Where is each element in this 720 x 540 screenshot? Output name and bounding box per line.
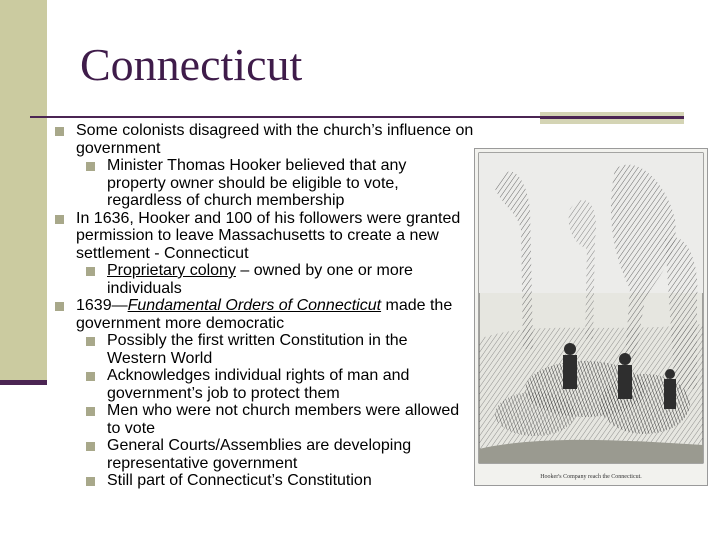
historical-engraving-image	[474, 148, 708, 486]
sub-bullet-item	[0, 367, 462, 402]
slide-title: Connecticut	[80, 39, 303, 90]
bullet-text: Some colonists disagreed with the church’s influence on government	[76, 122, 474, 157]
sub-bullet-item	[0, 437, 462, 472]
sub-bullet-item	[0, 262, 462, 297]
sub-bullet-item	[0, 402, 462, 437]
image-caption: Hooker's Company reach the Connecticut.	[540, 474, 642, 480]
square-bullet-icon	[55, 215, 64, 224]
engraving-illustration	[475, 149, 707, 485]
bullet-text: Acknowledges individual rights of man and government’s job to protect them	[107, 367, 410, 402]
square-bullet-icon	[86, 372, 95, 381]
bullet-item	[0, 122, 476, 157]
bullet-item	[0, 297, 476, 332]
square-bullet-icon	[86, 477, 95, 486]
bullet-text: Still part of Connecticut’s Constitution	[107, 472, 372, 489]
bullet-text: Minister Thomas Hooker believed that any property owner should be eligible to vote, regardless of church membership	[107, 157, 407, 209]
square-bullet-icon	[86, 162, 95, 171]
bullet-text: made the government more democratic	[76, 297, 453, 332]
bullet-text: In 1636, Hooker and 100 of his followers were granted permission to leave Massachusetts to create a new settlement - Connecticut	[76, 209, 461, 262]
title-divider-accent-line	[540, 116, 684, 119]
bullet-item	[0, 210, 476, 263]
square-bullet-icon	[55, 127, 64, 136]
square-bullet-icon	[86, 442, 95, 451]
square-bullet-icon	[86, 407, 95, 416]
square-bullet-icon	[86, 337, 95, 346]
bullet-text: General Courts/Assemblies are developing representative government	[107, 437, 412, 472]
bullet-text-lead: 1639—	[76, 297, 128, 314]
square-bullet-icon	[55, 302, 64, 311]
term-fundamental-orders: Fundamental Orders of Connecticut	[127, 297, 382, 314]
bullet-text: – owned by one or more individuals	[107, 262, 413, 297]
square-bullet-icon	[86, 267, 95, 276]
sub-bullet-item	[0, 157, 462, 210]
title-divider	[30, 116, 540, 118]
bullet-text: Men who were not church members were allowed to vote	[107, 402, 460, 437]
sub-bullet-item	[0, 472, 462, 490]
bullet-text: Possibly the first written Constitution in the Western World	[107, 332, 408, 367]
term-proprietary-colony: Proprietary colony	[107, 262, 236, 279]
sub-bullet-item	[0, 332, 462, 367]
